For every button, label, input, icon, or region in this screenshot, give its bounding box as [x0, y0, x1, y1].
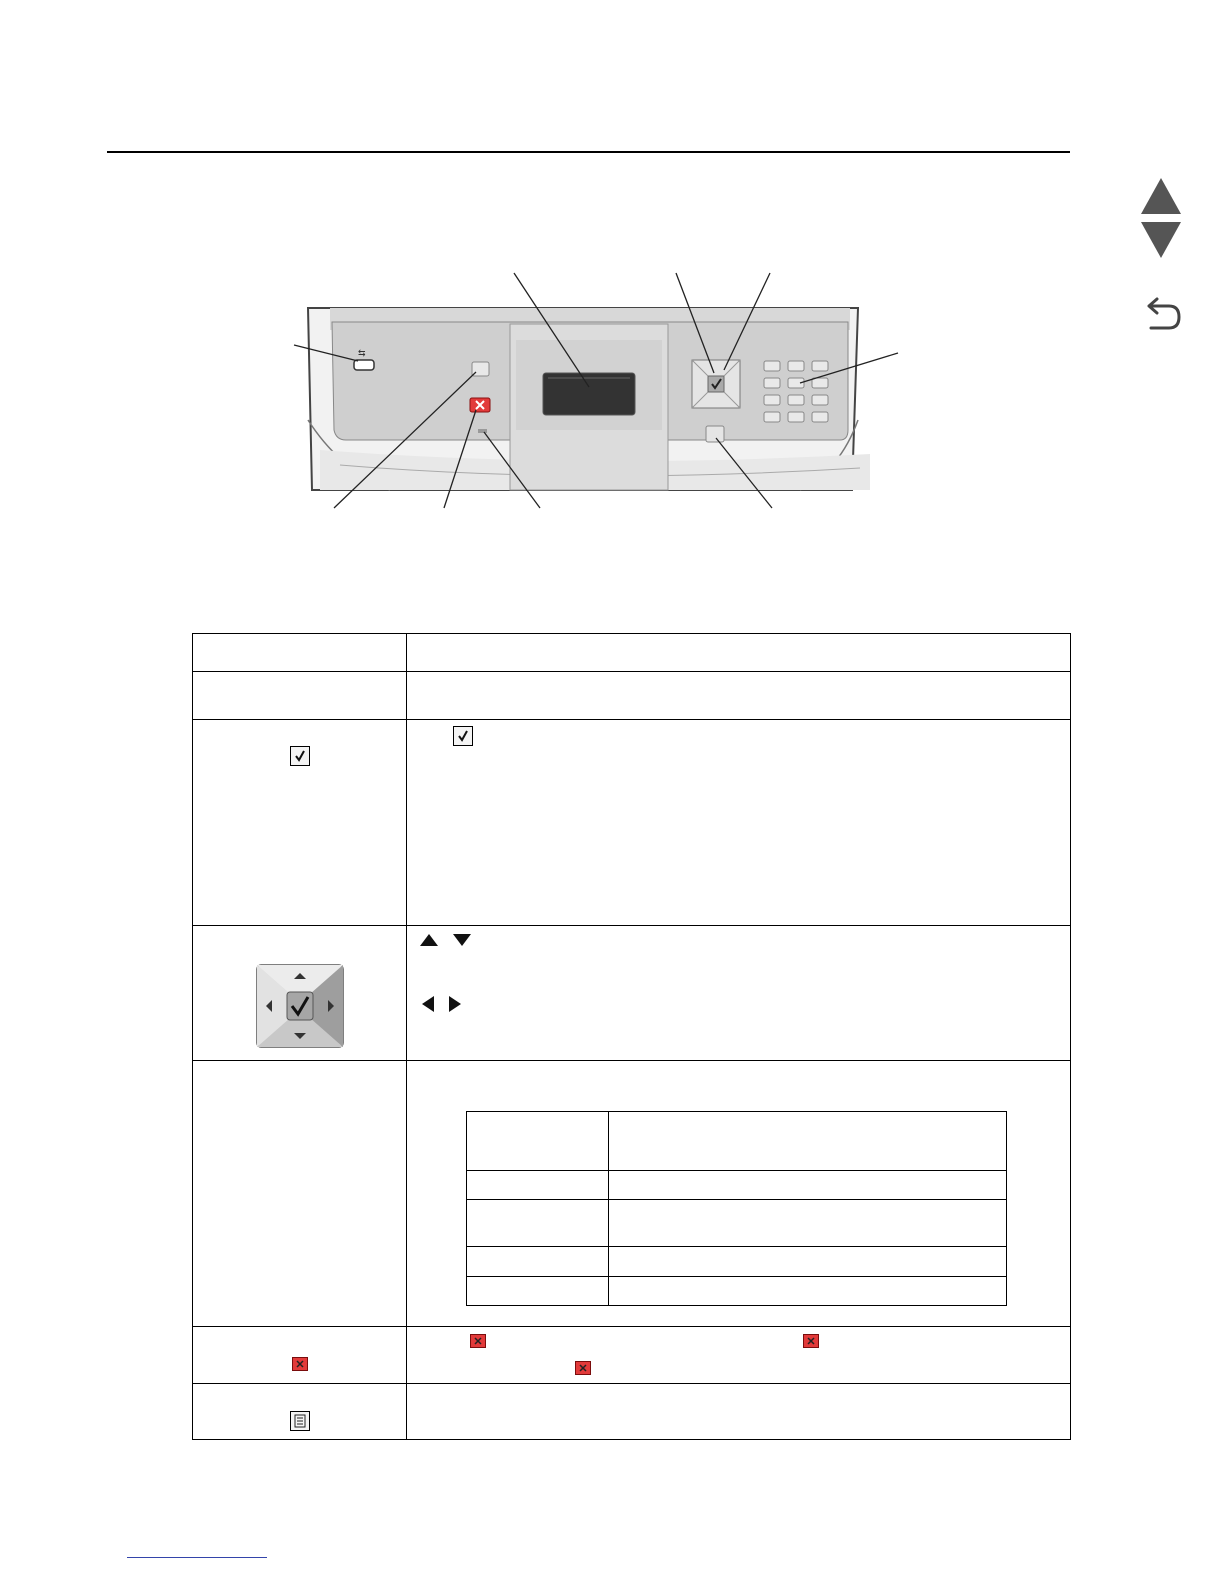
- return-arrow-icon: [1139, 296, 1183, 336]
- back-button[interactable]: [1139, 296, 1183, 336]
- table-cell: [467, 1247, 609, 1277]
- table-cell: [407, 1327, 1071, 1384]
- control-panel-illustration: [280, 240, 920, 530]
- table-cell: [193, 1384, 407, 1440]
- triangle-down-icon: [1139, 220, 1183, 260]
- svg-text:⇆: ⇆: [358, 348, 366, 358]
- table-cell: [609, 1277, 1007, 1306]
- right-arrow-icon: [449, 996, 461, 1012]
- table-row: [467, 1277, 1007, 1306]
- table-row: [193, 672, 1071, 720]
- table-cell: [609, 1171, 1007, 1200]
- table-cell: [193, 720, 407, 926]
- table-cell: [467, 1171, 609, 1200]
- table-row: [193, 720, 1071, 926]
- table-cell: [193, 634, 407, 672]
- table-row: [467, 1247, 1007, 1277]
- stop-icon: [803, 1334, 819, 1348]
- footer-link[interactable]: [127, 1557, 267, 1558]
- table-cell: [193, 1061, 407, 1327]
- triangle-up-icon: [1139, 176, 1183, 216]
- select-icon: [290, 746, 310, 766]
- select-icon: [453, 726, 473, 746]
- page-up-button[interactable]: [1139, 176, 1183, 216]
- stop-icon: [575, 1361, 591, 1375]
- table-cell: [407, 926, 1071, 1061]
- table-cell: [407, 634, 1071, 672]
- control-panel-table: [192, 633, 1071, 1440]
- table-row: [193, 926, 1071, 1061]
- table-cell: [193, 926, 407, 1061]
- table-cell: [467, 1200, 609, 1247]
- table-cell: [407, 672, 1071, 720]
- up-arrow-icon: [420, 934, 438, 946]
- stop-icon: [470, 1334, 486, 1348]
- table-row: [467, 1200, 1007, 1247]
- table-row: [193, 1327, 1071, 1384]
- stop-icon: [292, 1357, 308, 1371]
- table-cell: [193, 1327, 407, 1384]
- navigation-buttons-icon: [256, 964, 344, 1048]
- table-cell: [609, 1247, 1007, 1277]
- table-cell: [467, 1112, 609, 1171]
- menu-icon: [290, 1411, 310, 1431]
- down-arrow-icon: [453, 934, 471, 946]
- top-rule: [107, 151, 1070, 153]
- keypad-table: [466, 1111, 1007, 1306]
- table-cell: [609, 1200, 1007, 1247]
- table-row: [193, 634, 1071, 672]
- table-row: [467, 1112, 1007, 1171]
- table-cell: [407, 1384, 1071, 1440]
- table-row: [193, 1384, 1071, 1440]
- table-cell: [407, 720, 1071, 926]
- table-row: [467, 1171, 1007, 1200]
- left-arrow-icon: [422, 996, 434, 1012]
- table-cell: [467, 1277, 609, 1306]
- table-cell: [609, 1112, 1007, 1171]
- table-cell: [193, 672, 407, 720]
- page-down-button[interactable]: [1139, 220, 1183, 260]
